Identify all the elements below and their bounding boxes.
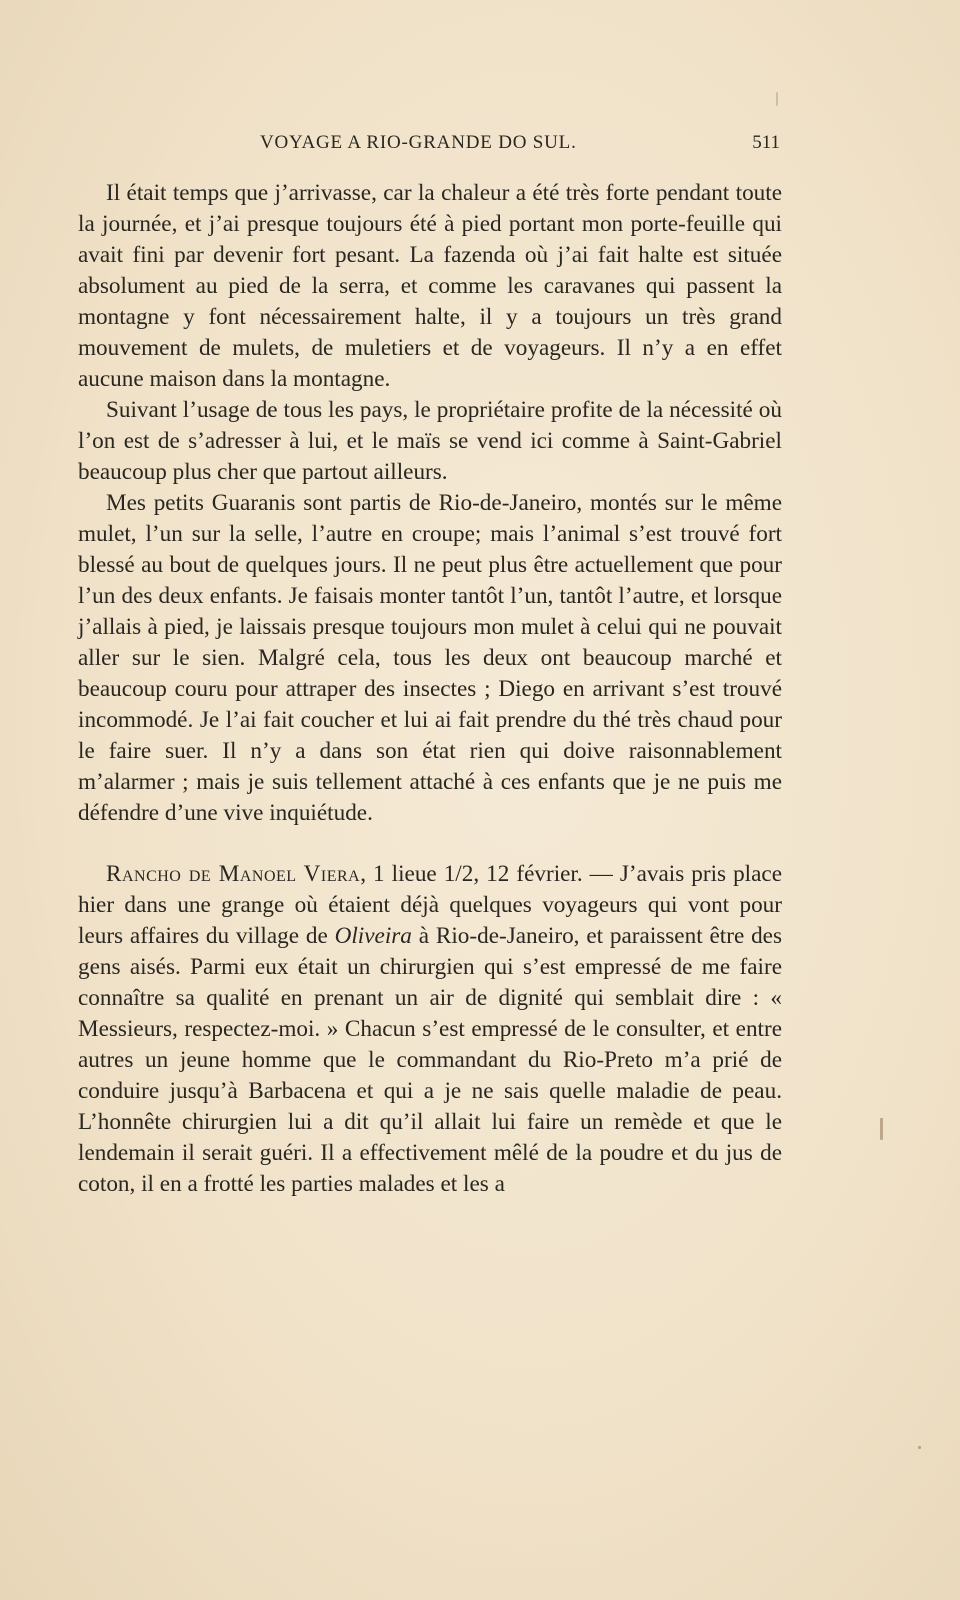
paper-speck [776,92,778,106]
running-title: VOYAGE A RIO-GRANDE DO SUL. [260,132,577,153]
paper-speck [880,1118,883,1140]
running-header [80,128,780,158]
section-break [78,829,782,859]
body-text [78,178,782,1200]
entry-rest: à Rio-de-Janeiro, et paraissent être des gens aisés. Parmi eux était un chirurgien qui s’est empressé de me faire connaître sa qualité en prenant un air de dignité qui semblait dire : « Messieurs, respectez-moi. » Chacun s’est empressé de le consulter, et entre autres un jeune homme que le commandant du Rio-Preto m’a prié de conduire jusqu’à Barbacena et qui a je ne sais quelle maladie de peau. L’honnête chirurgien lui a dit qu’il allait lui faire un remède et que le lendemain il serait guéri. Il a effectivement mêlé de la poudre et du jus de coton, il en a frotté les parties malades et les a [78,923,782,1197]
paragraph-rancho-entry [78,859,782,1200]
paper-speck [918,1446,921,1449]
paragraph-guaranis: Mes petits Guaranis sont partis de Rio-de-Janeiro, montés sur le même mulet, l’un sur la selle, l’autre en croupe; mais l’animal s’est trouvé fort blessé au bout de quelques jours. Il ne peut plus être actuellement que pour l’un des deux enfants. Je faisais monter tantôt l’un, tantôt l’autre, et lorsque j’allais à pied, je laissais presque toujours mon mulet à celui qui ne pouvait aller sur le sien. Malgré cela, tous les deux ont beaucoup marché et beaucoup couru pour attraper des insectes ; Diego en arrivant s’est trouvé incommodé. Je l’ai fait coucher et lui ai fait prendre du thé très chaud pour le faire suer. Il n’y a dans son état rien qui doive raisonnablement m’alarmer ; mais je suis tellement attaché à ces enfants que je ne puis me défendre d’une vive inquiétude. [78,490,782,826]
paragraph-proprietor: Suivant l’usage de tous les pays, le propriétaire profite de la nécessité où l’on est de s’adresser à lui, et le maïs se vend ici comme à Saint-Gabriel beaucoup plus cher que partout ailleurs. [78,397,782,485]
entry-details: , 1 lieue 1/2, 12 février. — J’avais pris place hier dans une grange où étaient déjà quelques voyageurs qui vont pour leurs affaires du village de [78,861,782,949]
entry-heading: Rancho de Manoel Viera [106,861,361,887]
paragraph-arrival: Il était temps que j’arrivasse, car la chaleur a été très forte pendant toute la journée, et j’ai presque toujours été à pied portant mon porte-feuille qui avait fini par devenir fort pesant. La fazenda où j’ai fait halte est située absolument au pied de la serra, et comme les caravanes qui passent la montagne y font nécessairement halte, il y a toujours un très grand mouvement de mulets, de muletiers et de voyageurs. Il n’y a en effet aucune maison dans la montagne. [78,180,782,392]
page-number: 511 [752,132,780,153]
entry-place: Oliveira [334,923,412,949]
